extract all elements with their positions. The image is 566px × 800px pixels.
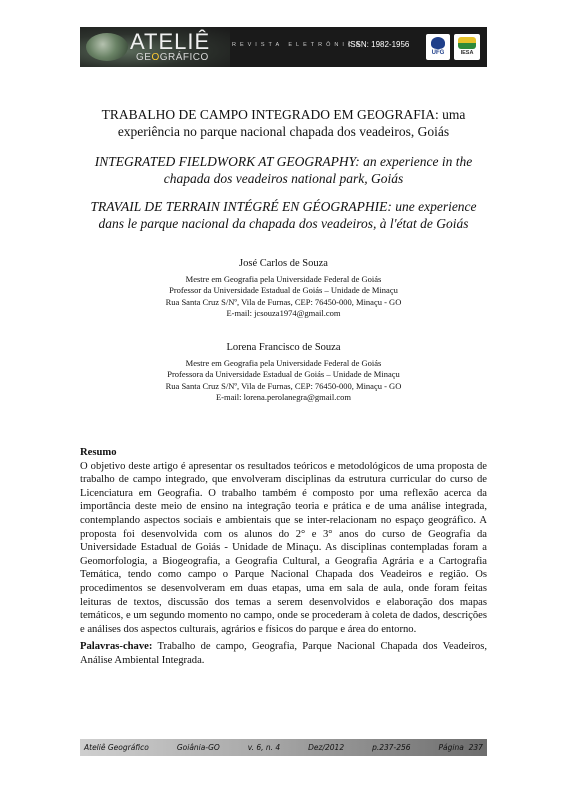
page-footer [80,739,487,756]
author-block [80,257,487,320]
abstract-text: O objetivo deste artigo é apresentar os resultados teóricos e metodológicos de uma proposta de trabalho de campo integrado, que envolveram disciplinas da estrutura curricular do curso de Licenciatura em Geografia. O trabalho também é composto por uma reflexão acerca da importância deste meio de ensino na integração teoria e prática e de uma análise integrada, contemplando aspectos sociais e ambientais que se inter-relacionam no espaço geográfico. A proposta foi desenvolvida com os alunos do 2° e 3° anos do curso de Geografia da Universidade Estadual de Goiás - Unidade de Minaçu. As disciplinas contempladas foram a Geomorfologia, a Biogeografia, a Geografia Cultural, a Geografia Agrária e a Cartografia Temática, tendo como campo o Parque Nacional Chapada dos Veadeiros e região. Os procedimentos se desenvolveram em duas etapas, uma em sala de aula, onde foram feitas leituras de textos, discussão dos temas a serem desenvolvidos e elaboração dos mapas temáticos, e um segundo momento no campo, onde se procederam à coleta de dados, descrições e análises dos aspectos culturais, agrários e físicos do parque e área do entorno. [80,460,487,635]
author-position: Professora da Universidade Estadual de Goiás – Unidade de Minaçu [167,369,400,380]
footer-volume: v. 6, n. 4 [247,743,281,752]
author-address: Rua Santa Cruz S/Nº, Vila de Furnas, CEP: 76450-000, Minaçu - GO [165,380,402,391]
author-degree: Mestre em Geografia pela Universidade Federal de Goiás [185,274,382,284]
author-name: Lorena Francisco de Souza [226,342,341,353]
author-email: E-mail: lorena.perolanegra@gmail.com [215,392,352,403]
footer-page-value: 237 [468,743,483,752]
keywords-label: Palavras-chave: [80,641,153,652]
issn-label: ISSN: 1982-1956 [348,40,410,49]
author-name: José Carlos de Souza [239,258,328,269]
keywords-text: Trabalho de campo, Geografia, Parque Nacional Chapada dos Veadeiros, Análise Ambiental Integrada. [80,641,487,666]
iesa-logo [454,34,480,60]
logo-sub-accent: O [151,52,160,63]
ufg-logo [426,34,450,60]
globe-icon [86,33,128,61]
ufg-logo-text: UFG [431,50,445,56]
author-email: E-mail: jcsouza1974@gmail.com [226,308,341,319]
title-portuguese: TRABALHO DE CAMPO INTEGRADO EM GEOGRAFIA: uma experiência no parque nacional chapada dos veadeiros, Goiás [101,107,466,139]
footer-pages: p.237-256 [372,743,411,752]
footer-place: Goiânia-GO [176,743,220,752]
footer-page-label: Página [438,743,464,752]
title-french: TRAVAIL DE TERRAIN INTÉGRÉ EN GÉOGRAPHIE: une experience dans le parque nacional da chapada dos veadeiros, à l'état de Goiás [90,199,477,231]
ufg-emblem-icon [431,37,445,49]
author-block [80,341,487,404]
abstract-heading: Resumo [80,447,117,458]
footer-page-number [439,743,483,752]
title-english: INTEGRATED FIELDWORK AT GEOGRAPHY: an experience in the chapada dos veadeiros national park, Goiás [94,154,473,186]
footer-date: Dez/2012 [308,743,345,752]
iesa-logo-text: IESA [460,50,474,56]
abstract-section [80,446,487,636]
journal-logo-subtitle [136,52,209,63]
author-position: Professor da Universidade Estadual de Goiás – Unidade de Minaçu [169,285,398,296]
journal-header-banner [80,27,487,67]
logo-sub-rest: GRÁFICO [159,52,209,63]
footer-journal: Ateliê Geográfico [84,743,149,752]
keywords-paragraph [80,640,487,667]
author-address: Rua Santa Cruz S/Nº, Vila de Furnas, CEP: 76450-000, Minaçu - GO [165,296,402,307]
logo-sub-prefix: GE [136,52,152,63]
journal-tagline: REVISTA ELETRÔNICA [232,42,364,48]
iesa-emblem-icon [458,37,476,49]
journal-logo-title: ATELIÊ [130,29,211,54]
author-degree: Mestre em Geografia pela Universidade Federal de Goiás [185,358,382,368]
